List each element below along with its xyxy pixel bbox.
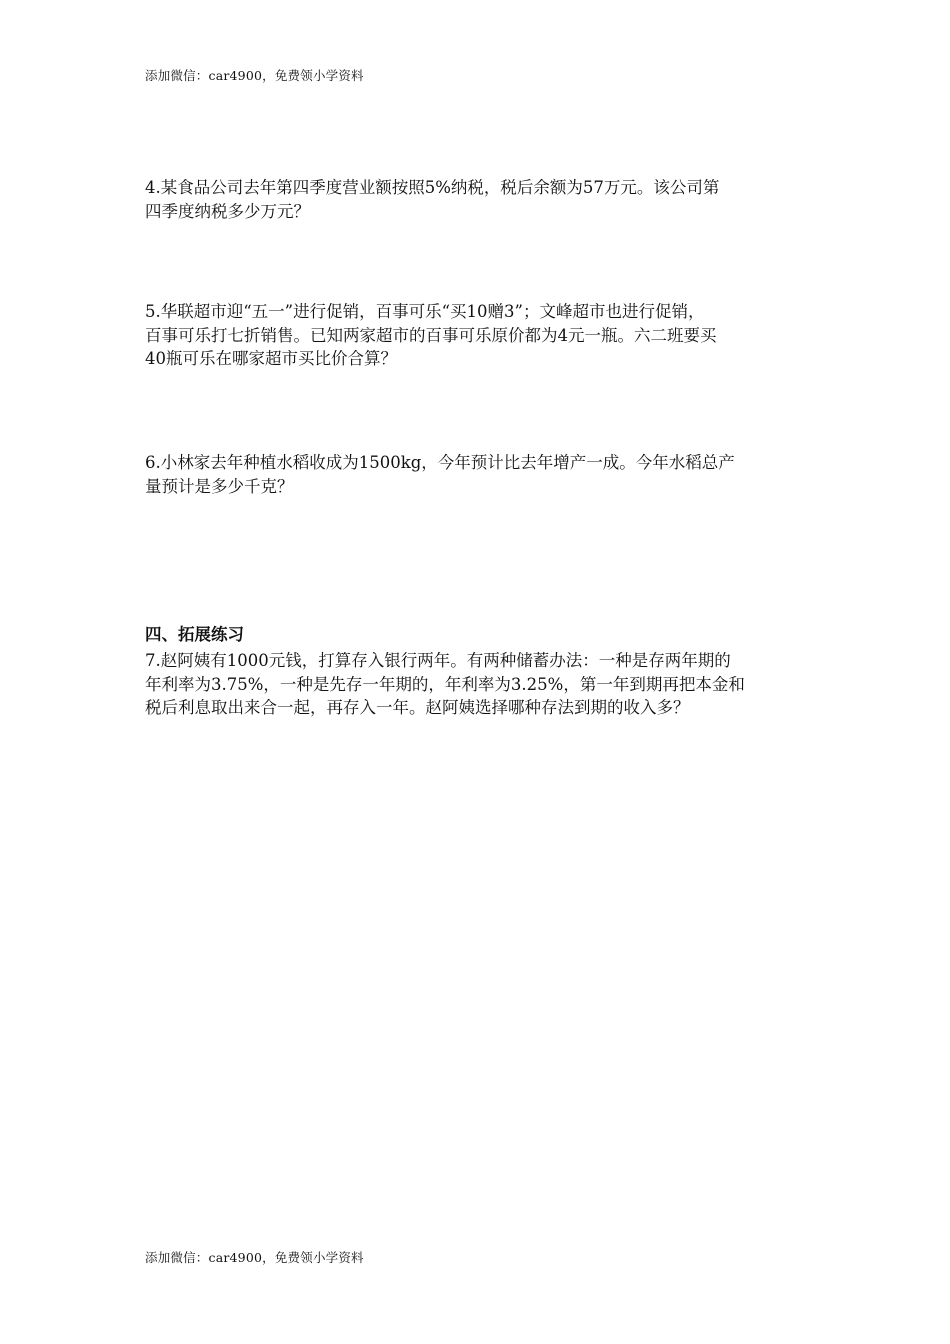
question-7-line-2: 年利率为3.75%，一种是先存一年期的，年利率为3.25%，第一年到期再把本金和: [145, 674, 745, 694]
question-4-line-1: 4.某食品公司去年第四季度营业额按照5%纳税，税后余额为57万元。该公司第: [145, 178, 720, 197]
question-7: [145, 649, 815, 720]
question-6: [145, 451, 815, 498]
question-4: [145, 176, 815, 223]
question-5-line-1: 5.华联超市迎“五一”进行促销，百事可乐“买10赠3”；文峰超市也进行促销，: [145, 302, 705, 321]
page-footer: 添加微信：car4900，免费领小学资料: [145, 1250, 364, 1265]
question-4-line-2: 四季度纳税多少万元？: [145, 201, 310, 221]
question-5-line-2: 百事可乐打七折销售。已知两家超市的百事可乐原价都为4元一瓶。六二班要买: [145, 325, 717, 345]
question-5: [145, 300, 815, 371]
question-7-line-3: 税后利息取出来合一起，再存入一年。赵阿姨选择哪种存法到期的收入多？: [145, 698, 690, 717]
question-6-line-1: 6.小林家去年种植水稻收成为1500kg，今年预计比去年增产一成。今年水稻总产: [145, 453, 735, 472]
question-7-line-1: 7.赵阿姨有1000元钱，打算存入银行两年。有两种储蓄办法：一种是存两年期的: [145, 651, 731, 670]
page-header: 添加微信：car4900，免费领小学资料: [145, 68, 364, 83]
section-title: 四、拓展练习: [145, 625, 244, 644]
question-6-line-2: 量预计是多少千克？: [145, 476, 294, 496]
question-5-line-3: 40瓶可乐在哪家超市买比价合算？: [145, 349, 397, 368]
